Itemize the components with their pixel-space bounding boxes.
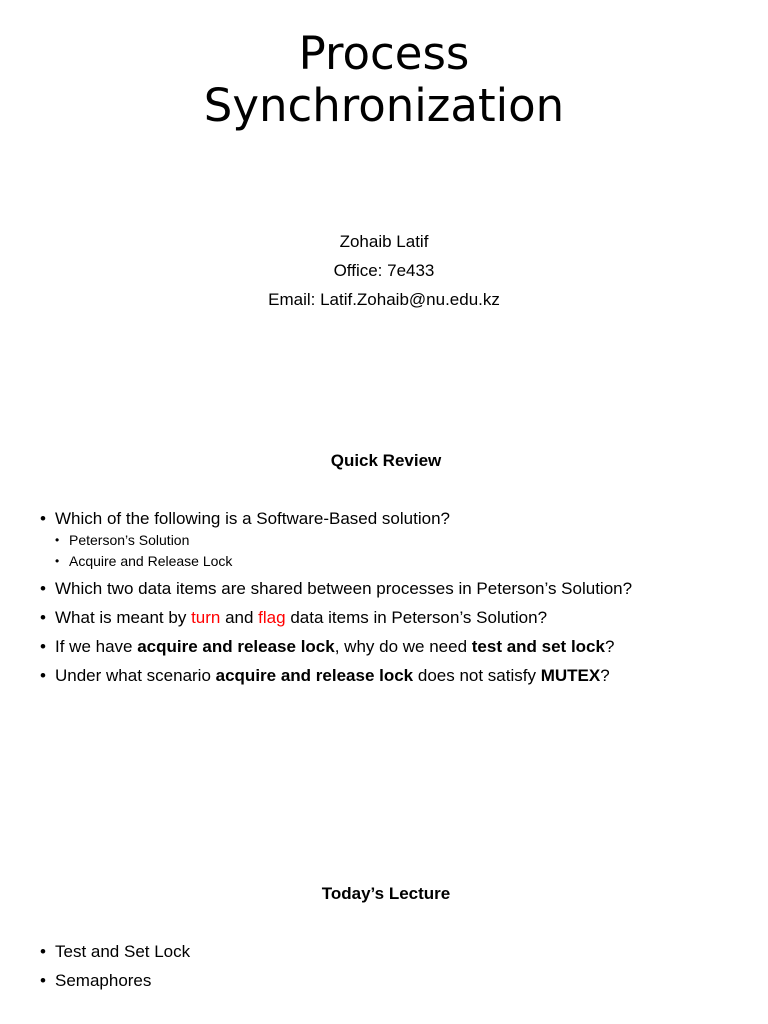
q4-before: If we have — [55, 637, 138, 656]
author-block — [0, 227, 768, 314]
q5-bold-mutex: MUTEX — [540, 666, 601, 685]
lecture-topic-semaphores: • Semaphores — [40, 966, 740, 995]
q5-after: ? — [600, 666, 610, 685]
q3-after: data items in Peterson’s Solution? — [285, 608, 548, 627]
review-question-2 — [40, 574, 740, 603]
q5-bold-acquire-release: acquire and release lock — [215, 666, 414, 685]
q4-bold-acquire-release: acquire and release lock — [137, 637, 335, 656]
review-question-5 — [40, 661, 740, 690]
q5-before: Under what scenario — [55, 666, 216, 685]
q4-after: ? — [604, 637, 615, 656]
review-question-3 — [40, 603, 740, 632]
review-question-1-text: Which of the following is a Software-Based solution? — [55, 509, 450, 528]
author-name: Zohaib Latif — [339, 232, 429, 251]
term-turn: turn — [191, 608, 221, 627]
review-question-list — [40, 504, 740, 690]
title-line-1: Process — [298, 27, 470, 80]
todays-lecture-heading: Today’s Lecture — [321, 884, 451, 903]
author-office: Office: 7e433 — [333, 261, 435, 280]
author-email: Email: Latif.Zohaib@nu.edu.kz — [268, 290, 500, 309]
title-line-2: Synchronization — [203, 79, 565, 132]
lecture-topic-list — [40, 937, 740, 995]
quick-review-heading: Quick Review — [330, 451, 442, 470]
q4-middle: , why do we need — [334, 637, 472, 656]
q5-middle: does not satisfy — [413, 666, 541, 685]
review-question-4 — [40, 632, 740, 661]
review-question-2-text: Which two data items are shared between processes in Peterson’s Solution? — [55, 579, 633, 598]
q3-before: What is meant by — [55, 608, 192, 627]
review-question-1-options — [55, 530, 740, 572]
q3-middle: and — [220, 608, 259, 627]
option-petersons-solution: • Peterson’s Solution — [55, 530, 740, 551]
review-question-1 — [40, 504, 740, 572]
page-title — [0, 28, 768, 132]
q4-bold-test-set: test and set lock — [471, 637, 605, 656]
lecture-topic-test-and-set: • Test and Set Lock — [40, 937, 740, 966]
term-flag: flag — [258, 608, 286, 627]
option-acquire-release-lock: • Acquire and Release Lock — [55, 551, 740, 572]
